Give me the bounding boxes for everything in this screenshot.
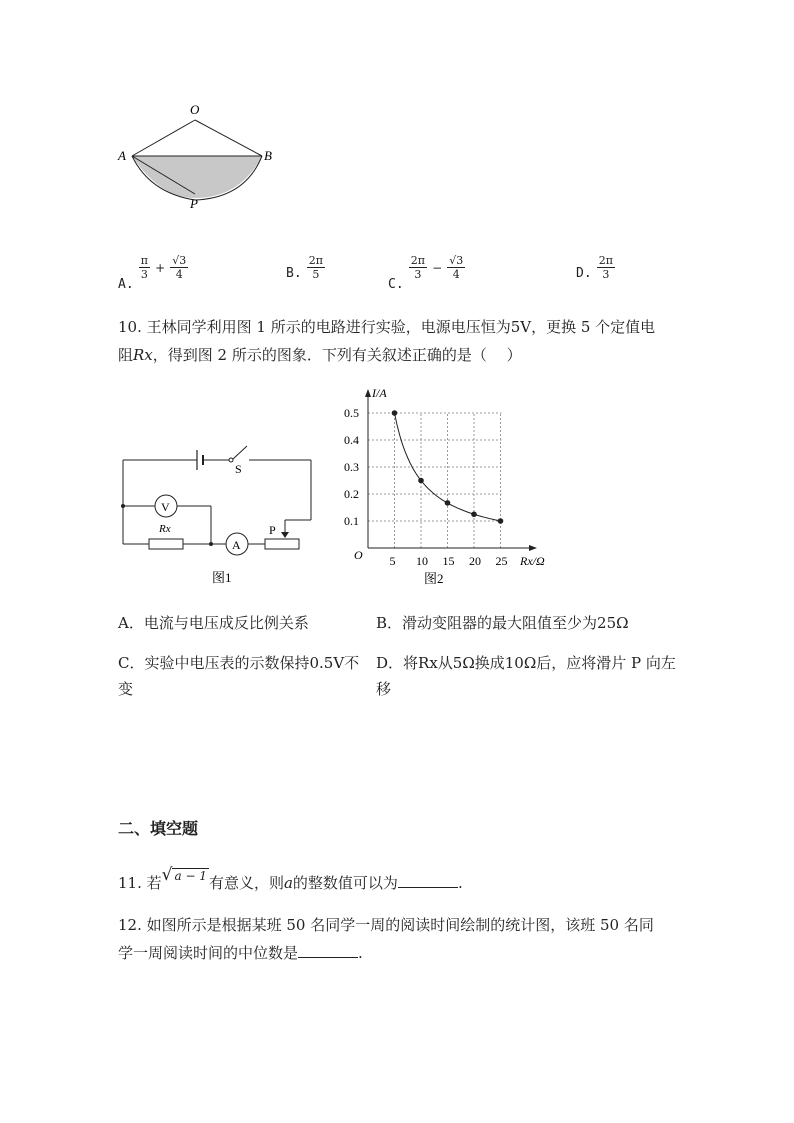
x-axis-arrow — [529, 545, 537, 551]
data-point — [498, 518, 504, 524]
data-point — [445, 500, 451, 506]
x-tick-label: 20 — [469, 554, 481, 568]
q12-stem-line1: 12. 如图所示是根据某班 50 名同学一周的阅读时间绘制的统计图，该班 50 名同 — [118, 916, 654, 934]
y-tick-label: 0.5 — [344, 406, 359, 420]
q11-stem: 11. 若√ a − 1 有意义，则a的整数值可以为 . — [118, 870, 463, 897]
circuit-diagram — [115, 438, 320, 588]
option-c-line1: C．实验中电压表的示数保持0.5V不 — [118, 654, 360, 672]
y-tick-label: 0.3 — [344, 460, 359, 474]
option-d-line2: 移 — [376, 680, 392, 698]
operator: − — [432, 261, 443, 275]
q10-option-b[interactable]: B．滑动变阻器的最大阻值至少为25Ω — [376, 614, 629, 632]
option-d-line1: D．将Rx从5Ω换成10Ω后，应将滑片 P 向左 — [376, 654, 676, 672]
sqrt-expression: √ a − 1 — [161, 865, 207, 885]
slider-arrow — [281, 532, 289, 538]
radius-ob — [195, 120, 262, 156]
option-c-line2: 变 — [118, 680, 134, 698]
voltmeter-label: V — [161, 500, 170, 514]
fraction: $\frac{2\pi}{3}$ — [410, 254, 425, 281]
option-label: A. — [118, 277, 134, 292]
q9-option-d[interactable] — [576, 254, 615, 281]
label-b: B — [264, 148, 272, 163]
q9-option-b[interactable] — [286, 254, 325, 281]
data-point — [392, 410, 398, 416]
slider-label: P — [269, 523, 276, 537]
fraction: $\frac{2\pi}{5}$ — [308, 254, 323, 281]
radius-oa — [132, 120, 195, 156]
label-o: O — [190, 102, 200, 117]
resistor-label: Rx — [159, 523, 171, 535]
resistor-rx — [149, 539, 183, 549]
y-axis-arrow — [365, 389, 371, 397]
q10-stem-line1: 10. 王林同学利用图 1 所示的电路进行实验，电源电压恒为5V，更换 5 个定值电 — [118, 318, 656, 336]
x-tick-label: 25 — [495, 554, 508, 568]
y-tick-label: 0.1 — [344, 514, 359, 528]
operator: + — [155, 261, 166, 275]
option-label: B. — [286, 266, 302, 281]
option-label: C. — [388, 277, 404, 292]
q12-stem-line2: 学一周阅读时间的中位数是 . — [118, 940, 363, 966]
section-title: 二、填空题 — [118, 819, 199, 838]
y-tick-label: 0.2 — [344, 487, 359, 501]
q9-option-a[interactable] — [118, 254, 188, 292]
y-axis-label: I/A — [372, 386, 387, 400]
fraction: $\frac{\pi}{3}$ — [140, 254, 148, 281]
label-p: P — [190, 196, 198, 211]
q10-option-a[interactable]: A．电流与电压成反比例关系 — [118, 614, 309, 632]
circuit-caption: 图1 — [212, 570, 232, 585]
answer-blank[interactable] — [298, 941, 358, 958]
rheostat — [265, 539, 299, 549]
q10-stem-line2: 阻Rx，得到图 2 所示的图象．下列有关叙述正确的是（ ） — [118, 346, 522, 364]
switch-lever — [233, 446, 247, 459]
fraction: $\frac{√3}{4}$ — [172, 254, 187, 281]
q10-option-c[interactable] — [118, 650, 359, 702]
data-point — [471, 511, 477, 517]
option-label: D. — [576, 266, 592, 281]
answer-blank[interactable] — [398, 871, 458, 888]
data-point — [418, 478, 424, 484]
q9-option-c[interactable] — [388, 254, 465, 292]
current-resistance-chart — [340, 383, 570, 588]
origin-label: O — [354, 548, 363, 562]
sector-figure — [110, 98, 290, 213]
x-axis-label: Rx/Ω — [520, 554, 545, 568]
rx-symbol: Rx — [133, 346, 153, 364]
chart-caption: 图2 — [424, 571, 444, 586]
switch-label: S — [235, 462, 242, 476]
x-tick-label: 10 — [416, 554, 428, 568]
fraction: $\frac{2\pi}{3}$ — [598, 254, 613, 281]
ammeter-label: A — [232, 538, 241, 552]
fraction: $\frac{√3}{4}$ — [449, 254, 464, 281]
q10-option-d[interactable] — [376, 650, 676, 702]
label-a: A — [118, 148, 126, 163]
shaded-segment — [132, 156, 262, 198]
x-tick-label: 5 — [389, 554, 396, 568]
x-tick-label: 15 — [442, 554, 455, 568]
y-tick-label: 0.4 — [344, 433, 359, 447]
